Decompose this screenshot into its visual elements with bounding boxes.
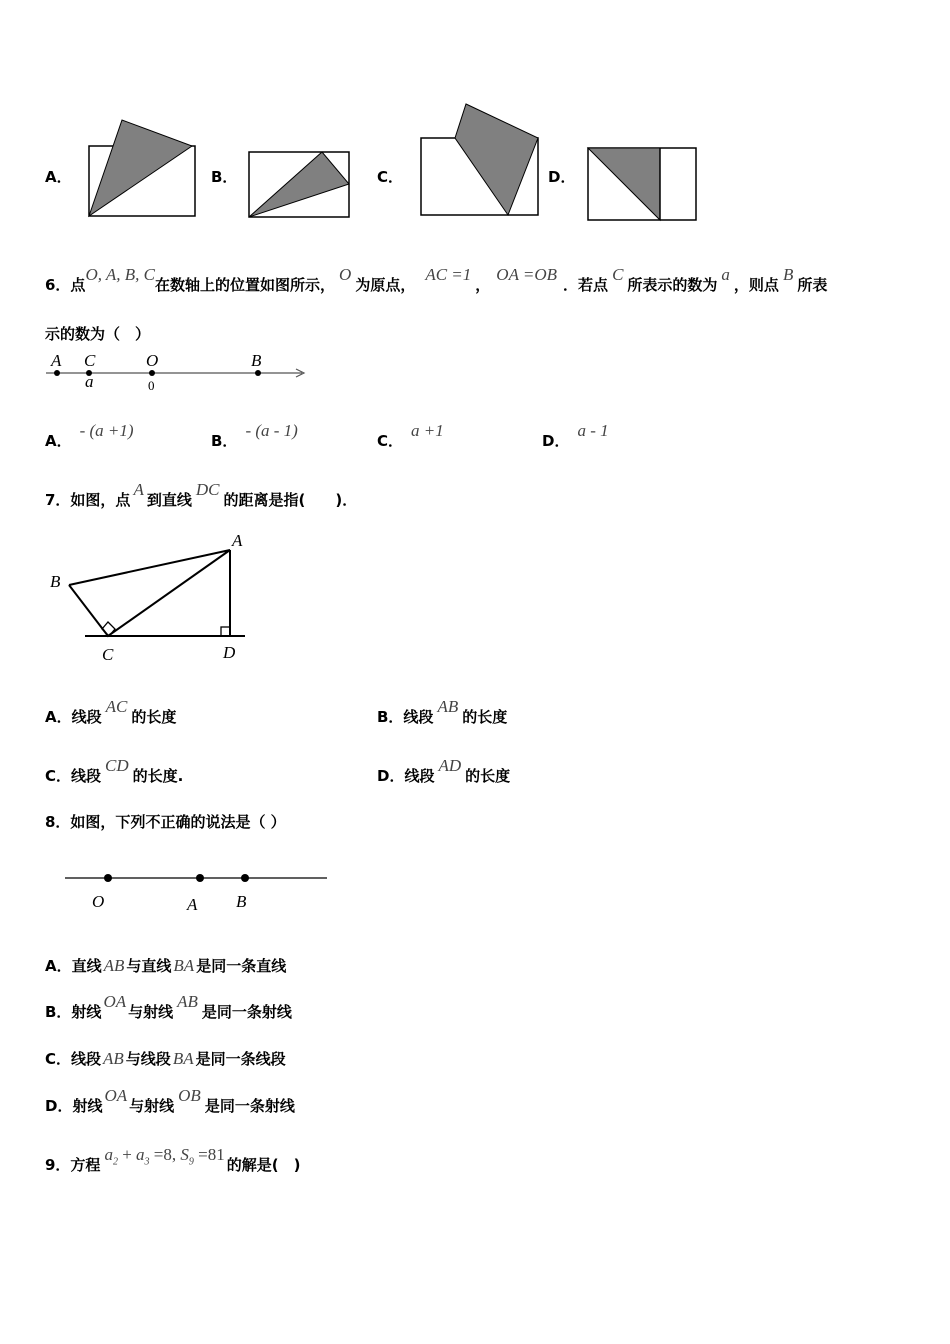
q6-point-c: C: [612, 265, 624, 284]
q7-stem: [45, 480, 358, 510]
option-label: B．射线: [45, 1003, 102, 1021]
option-expression: - (a - 1): [245, 421, 298, 440]
var-a: a: [136, 1145, 145, 1164]
q8-stem: 8．如图，下列不正确的说法是（ ）: [45, 813, 286, 831]
point-o: [104, 874, 112, 882]
q6-number: 6．点: [45, 276, 86, 294]
point-b: [241, 874, 249, 882]
q5-figure-a: [85, 115, 200, 225]
q6-condition-1: AC =1: [425, 265, 472, 284]
option-label: D．: [542, 432, 570, 450]
shaded-triangle: [249, 152, 349, 217]
q6-option-a[interactable]: [45, 421, 134, 451]
q5-option-c-label: C．: [377, 168, 404, 186]
option-math: AB: [103, 1049, 124, 1068]
label-o: O: [92, 892, 105, 911]
q7-option-a[interactable]: [45, 697, 177, 727]
option-segment: AC: [105, 697, 128, 716]
option-segment: CD: [105, 756, 129, 775]
point-a: [54, 370, 60, 376]
option-label: C．线段: [45, 1050, 102, 1068]
q6-text: ，则点: [733, 276, 779, 294]
q5-option-a-label: A．: [45, 168, 72, 186]
q6-text: 所表: [797, 276, 828, 294]
option-expression: - (a +1): [79, 421, 134, 440]
q9-stem: [45, 1145, 301, 1177]
q6-points: O, A, B, C: [85, 265, 156, 284]
q7-text: 的距离是指( )．: [223, 491, 358, 509]
option-math: AB: [177, 992, 198, 1011]
var-s: S: [180, 1145, 189, 1164]
q6-option-b[interactable]: [211, 421, 298, 451]
option-math: OA: [104, 1086, 128, 1105]
option-text: 的长度: [131, 708, 177, 726]
label-o: O: [146, 351, 159, 370]
operator: =8,: [149, 1145, 181, 1164]
q5-figure-b: [245, 148, 355, 223]
option-label: D．射线: [45, 1097, 103, 1115]
shaded-quadrilateral: [455, 104, 538, 215]
label-b: B: [50, 572, 61, 591]
q9-equation: [104, 1145, 225, 1168]
q6-origin: O: [339, 265, 352, 284]
q7-line-dc: DC: [195, 480, 220, 499]
option-text: 与射线: [128, 1003, 174, 1021]
option-segment: AB: [437, 697, 459, 716]
option-text: 是同一条线段: [195, 1050, 286, 1068]
label-zero: 0: [148, 378, 155, 393]
label-b: B: [251, 351, 262, 370]
shaded-triangle: [89, 120, 192, 216]
label-c: C: [84, 351, 96, 370]
var-a: a: [104, 1145, 113, 1164]
option-label: C．线段: [45, 767, 102, 785]
option-text: 的长度: [465, 767, 511, 785]
option-text: 与直线: [126, 957, 172, 975]
option-text: 是同一条直线: [196, 957, 287, 975]
q6-text: 所表示的数为: [627, 276, 718, 294]
option-segment: AD: [438, 756, 462, 775]
right-angle-mark-d: [221, 627, 230, 636]
operator: =81: [193, 1145, 225, 1164]
option-label: A．直线: [45, 957, 102, 975]
option-text: 的长度.: [132, 767, 184, 785]
option-label: A．线段: [45, 708, 102, 726]
q5-figure-d: [585, 145, 705, 225]
q8-option-b[interactable]: [45, 992, 292, 1022]
option-expression: a - 1: [577, 421, 609, 440]
q6-text: ．若点: [563, 276, 609, 294]
q5-option-d-label: D．: [548, 168, 576, 186]
q5-option-b-label: B．: [211, 168, 238, 186]
q7-option-b[interactable]: [377, 697, 508, 727]
q8-figure: [62, 862, 332, 917]
q8-option-d[interactable]: [45, 1086, 295, 1116]
q6-text: 在数轴上的位置如图所示，: [155, 276, 336, 294]
operator: +: [117, 1145, 137, 1164]
q7-figure: [45, 528, 260, 668]
label-c: C: [102, 645, 114, 664]
subscript: 2: [112, 1156, 118, 1168]
label-value-a: a: [85, 372, 94, 391]
option-math: BA: [172, 1049, 194, 1068]
option-label: D．线段: [377, 767, 435, 785]
label-a: A: [187, 895, 198, 914]
point-a: [196, 874, 204, 882]
q6-stem-line1: [45, 265, 828, 295]
q6-point-b: B: [782, 265, 794, 284]
option-math: OB: [178, 1086, 201, 1105]
triangle-abc: [69, 550, 230, 636]
q7-option-d[interactable]: [377, 756, 511, 786]
q9-text: 的解是( ): [226, 1156, 301, 1174]
option-label: B．: [211, 432, 238, 450]
q6-var-a: a: [721, 265, 730, 284]
option-label: A．: [45, 432, 72, 450]
option-label: C．: [377, 432, 404, 450]
q6-option-c[interactable]: [377, 421, 444, 451]
label-d: D: [223, 643, 236, 662]
q9-number: 9．方程: [45, 1156, 101, 1174]
option-text: 与线段: [125, 1050, 171, 1068]
q7-text: 到直线: [146, 491, 192, 509]
option-label: B．线段: [377, 708, 434, 726]
shaded-triangle: [588, 148, 660, 220]
label-b: B: [236, 892, 247, 911]
option-math: AB: [103, 956, 125, 975]
label-a: A: [51, 351, 62, 370]
q6-text: ，: [475, 276, 491, 294]
point-b: [255, 370, 261, 376]
label-a: A: [232, 531, 243, 550]
q7-number: 7．如图，点: [45, 491, 131, 509]
option-text: 与射线: [129, 1097, 175, 1115]
q6-option-d[interactable]: [542, 421, 609, 451]
q7-point-a: A: [133, 480, 144, 499]
q6-condition-2: OA =OB: [496, 265, 558, 284]
q6-number-line: [44, 350, 314, 395]
option-text: 是同一条射线: [201, 1003, 292, 1021]
q6-stem-line2: 示的数为（ ）: [45, 325, 151, 343]
q6-text: 为原点，: [355, 276, 416, 294]
point-o: [149, 370, 155, 376]
subscript: 3: [144, 1156, 150, 1168]
q8-option-c[interactable]: [45, 1048, 286, 1069]
option-expression: a +1: [411, 421, 444, 440]
q7-option-c[interactable]: [45, 756, 184, 786]
option-math: OA: [103, 992, 127, 1011]
q8-option-a[interactable]: [45, 955, 286, 976]
option-text: 的长度: [462, 708, 508, 726]
q5-figure-c: [418, 100, 543, 220]
option-math: BA: [173, 956, 195, 975]
right-angle-mark-c: [102, 622, 115, 636]
option-text: 是同一条射线: [204, 1097, 295, 1115]
subscript: 9: [188, 1156, 194, 1168]
